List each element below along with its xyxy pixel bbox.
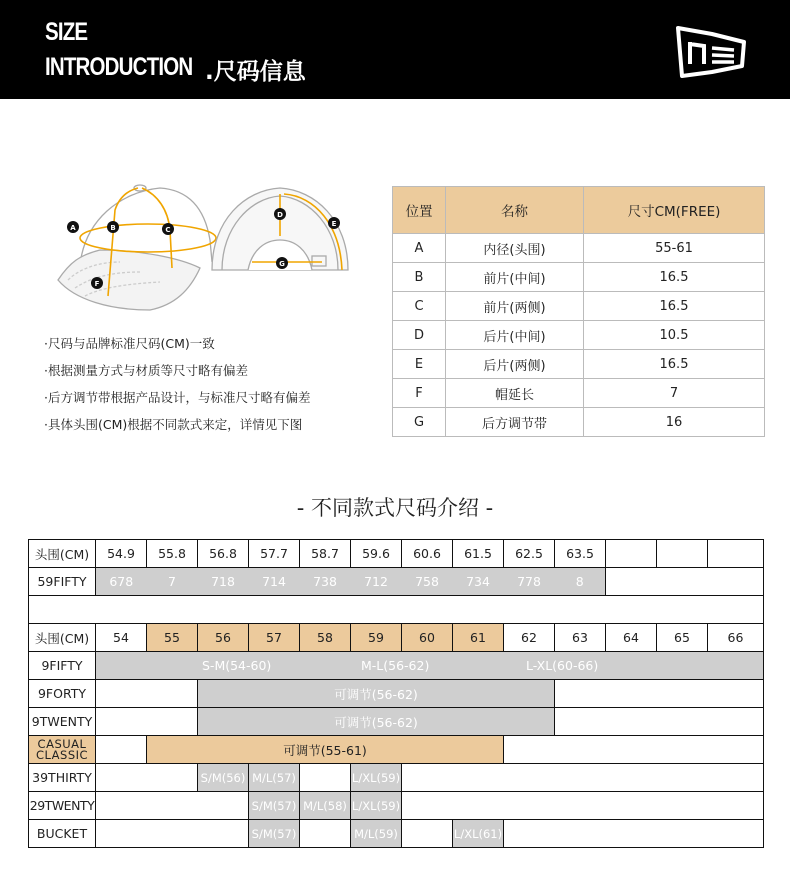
- empty-cell: [29, 596, 764, 624]
- size-cell: S/M(56): [198, 764, 249, 792]
- note-item: ·后方调节带根据产品设计，与标准尺寸略有偏差: [44, 390, 311, 405]
- head-cell: 55.8: [147, 540, 198, 568]
- cell-name: 后方调节带: [446, 408, 584, 437]
- row-label: [29, 736, 96, 764]
- cell-position: B: [393, 263, 446, 292]
- header-title-size: SIZE: [45, 18, 88, 46]
- row-label: 头围(CM): [29, 624, 96, 652]
- head-cell: 56: [198, 624, 249, 652]
- cell-size: 55-61: [584, 234, 765, 263]
- cell-name: 帽延长: [446, 379, 584, 408]
- spacer-row: [29, 596, 764, 624]
- head-cell: 66: [708, 624, 764, 652]
- cell-name: 前片(两侧): [446, 292, 584, 321]
- head-circumference-row-2: [29, 624, 764, 652]
- head-cell: 57.7: [249, 540, 300, 568]
- marker-f: F: [94, 280, 100, 288]
- head-cell: 58.7: [300, 540, 351, 568]
- head-cell: 56.8: [198, 540, 249, 568]
- size-cell: 678: [96, 568, 147, 596]
- head-circumference-row-1: [29, 540, 764, 568]
- cell-size: 16.5: [584, 292, 765, 321]
- row-label-line2: CLASSIC: [35, 747, 89, 762]
- size-cell: S/M(57): [249, 820, 300, 848]
- row-label: 29TWENTY: [29, 792, 96, 820]
- size-cell: 734: [453, 568, 504, 596]
- empty-cell: [708, 540, 764, 568]
- size-cell: L/XL(59): [351, 764, 402, 792]
- size-cell: 714: [249, 568, 300, 596]
- empty-cell: [504, 820, 764, 848]
- page-header: [0, 0, 790, 99]
- head-cell: 62: [504, 624, 555, 652]
- head-cell: 58: [300, 624, 351, 652]
- empty-cell: [96, 680, 198, 708]
- cap-measurement-diagram: [40, 180, 370, 320]
- head-cell: 59.6: [351, 540, 402, 568]
- head-cell: 55: [147, 624, 198, 652]
- table-row: [393, 350, 765, 379]
- table-row: [393, 379, 765, 408]
- size-cell: 8: [555, 568, 606, 596]
- note-item: ·尺码与品牌标准尺码(CM)一致: [44, 336, 215, 351]
- empty-cell: [657, 540, 708, 568]
- styles-section-title: - 不同款式尺码介绍 -: [296, 496, 494, 520]
- empty-cell: [555, 680, 764, 708]
- cell-position: F: [393, 379, 446, 408]
- cell-name: 后片(两侧): [446, 350, 584, 379]
- size-range-cell: 可调节(55-61): [147, 736, 504, 764]
- size-cell: M/L(57): [249, 764, 300, 792]
- table-row: [393, 263, 765, 292]
- range-s-m: S-M(54-60): [202, 658, 272, 673]
- head-cell: 63.5: [555, 540, 606, 568]
- marker-c: C: [165, 226, 171, 234]
- marker-e: E: [331, 220, 337, 228]
- cell-position: C: [393, 292, 446, 321]
- front-cap-illustration: [58, 185, 212, 310]
- 29twenty-row: [29, 792, 764, 820]
- cell-size: 10.5: [584, 321, 765, 350]
- range-m-l: M-L(56-62): [361, 658, 430, 673]
- row-label: 9FORTY: [29, 680, 96, 708]
- head-cell: 63: [555, 624, 606, 652]
- head-cell: 57: [249, 624, 300, 652]
- note-item: ·具体头围(CM)根据不同款式来定，详情见下图: [44, 417, 303, 432]
- cell-position: A: [393, 234, 446, 263]
- cell-name: 内径(头围): [446, 234, 584, 263]
- row-label: 9TWENTY: [29, 708, 96, 736]
- 9fifty-row: [29, 652, 764, 680]
- marker-b: B: [110, 224, 116, 232]
- row-label: 39THIRTY: [29, 764, 96, 792]
- empty-cell: [402, 792, 764, 820]
- row-label: 头围(CM): [29, 540, 96, 568]
- size-notes: [44, 334, 310, 442]
- head-cell: 59: [351, 624, 402, 652]
- cell-size: 16.5: [584, 263, 765, 292]
- empty-cell: [555, 708, 764, 736]
- row-label: 9FIFTY: [29, 652, 96, 680]
- row-label: BUCKET: [29, 820, 96, 848]
- head-cell: 61.5: [453, 540, 504, 568]
- size-range-cell: 可调节(56-62): [198, 680, 555, 708]
- size-cell: 778: [504, 568, 555, 596]
- style-size-table: [28, 539, 764, 848]
- header-title-cn: .尺码信息: [205, 59, 306, 85]
- table-row: [393, 321, 765, 350]
- cell-position: G: [393, 408, 446, 437]
- 9forty-row: [29, 680, 764, 708]
- empty-cell: [96, 764, 198, 792]
- head-cell: 62.5: [504, 540, 555, 568]
- note-item: ·根据测量方式与材质等尺寸略有偏差: [44, 363, 248, 378]
- marker-a: A: [70, 224, 76, 232]
- cell-size: 7: [584, 379, 765, 408]
- bucket-row: [29, 820, 764, 848]
- size-cell: 7: [147, 568, 198, 596]
- head-cell: 65: [657, 624, 708, 652]
- table-row: [393, 292, 765, 321]
- header-title-introduction: INTRODUCTION: [45, 53, 193, 81]
- size-cell: S/M(57): [249, 792, 300, 820]
- size-range-cell: 可调节(56-62): [198, 708, 555, 736]
- cell-position: E: [393, 350, 446, 379]
- size-cell: 758: [402, 568, 453, 596]
- measurement-table: [392, 186, 765, 437]
- cell-name: 前片(中间): [446, 263, 584, 292]
- empty-cell: [402, 764, 764, 792]
- empty-cell: [96, 736, 147, 764]
- table-row: [393, 408, 765, 437]
- size-cell: L/XL(59): [351, 792, 402, 820]
- size-cell: M/L(58): [300, 792, 351, 820]
- cell-size: 16: [584, 408, 765, 437]
- head-cell: 54: [96, 624, 147, 652]
- new-era-flag-logo-icon: [672, 22, 750, 80]
- range-l-xl: L-XL(60-66): [526, 658, 599, 673]
- size-cell: M/L(59): [351, 820, 402, 848]
- size-cell: L/XL(61): [453, 820, 504, 848]
- head-cell: 60.6: [402, 540, 453, 568]
- empty-cell: [96, 820, 249, 848]
- size-cell: 738: [300, 568, 351, 596]
- 9twenty-row: [29, 708, 764, 736]
- table-row: [393, 234, 765, 263]
- cell-size: 16.5: [584, 350, 765, 379]
- empty-cell: [300, 820, 351, 848]
- empty-cell: [504, 736, 764, 764]
- marker-d: D: [277, 211, 283, 219]
- empty-cell: [96, 708, 198, 736]
- header-size: 尺寸CM(FREE): [584, 187, 765, 234]
- size-range-cell: [96, 652, 764, 680]
- 39thirty-row: [29, 764, 764, 792]
- cell-position: D: [393, 321, 446, 350]
- head-cell: 54.9: [96, 540, 147, 568]
- size-cell: 712: [351, 568, 402, 596]
- table-header-row: [393, 187, 765, 234]
- header-position: 位置: [393, 187, 446, 234]
- size-cell: 718: [198, 568, 249, 596]
- cell-name: 后片(中间): [446, 321, 584, 350]
- row-label: 59FIFTY: [29, 568, 96, 596]
- row-label-line1: CASUAL: [37, 736, 87, 751]
- empty-cell: [606, 568, 764, 596]
- empty-cell: [402, 820, 453, 848]
- empty-cell: [300, 764, 351, 792]
- head-cell: 61: [453, 624, 504, 652]
- empty-cell: [606, 540, 657, 568]
- head-cell: 64: [606, 624, 657, 652]
- casual-classic-row: [29, 736, 764, 764]
- 59fifty-row: [29, 568, 764, 596]
- header-name: 名称: [446, 187, 584, 234]
- marker-g: G: [279, 260, 285, 268]
- head-cell: 60: [402, 624, 453, 652]
- empty-cell: [96, 792, 249, 820]
